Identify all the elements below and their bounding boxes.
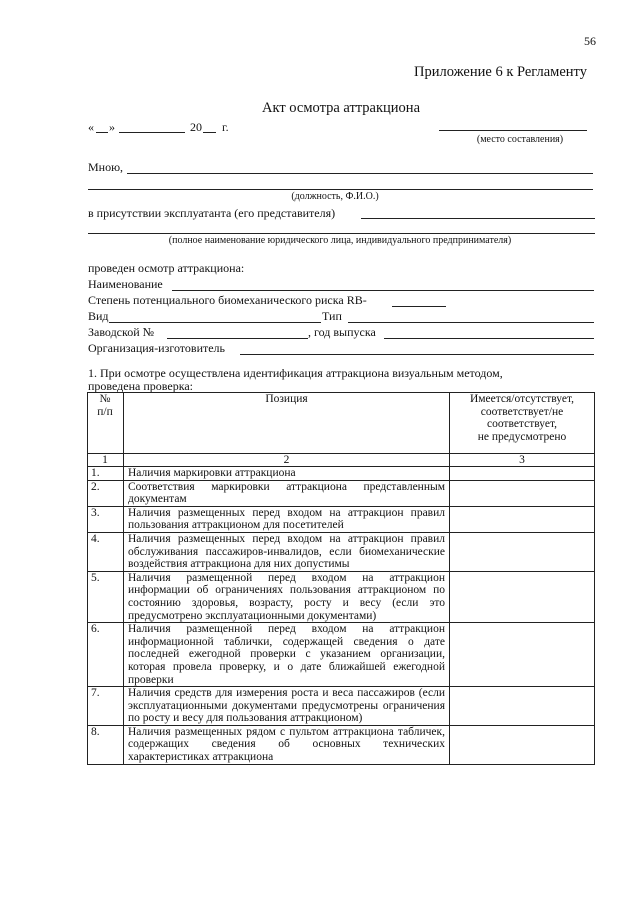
inspection-table	[87, 392, 595, 765]
table-row	[88, 687, 595, 726]
row-status-cell[interactable]	[450, 532, 595, 571]
inspection-intro: проведен осмотр аттракциона:	[88, 261, 245, 275]
presence-blank	[361, 218, 595, 219]
table-row	[88, 467, 595, 481]
row-status-cell[interactable]	[450, 623, 595, 687]
presence-blank-2	[88, 233, 595, 234]
presence-label: в присутствии эксплуатанта (его представителя)	[88, 206, 336, 220]
table-row	[88, 571, 595, 622]
document-title: Акт осмотра аттракциона	[262, 100, 420, 116]
place-blank	[439, 130, 587, 131]
by-me-blank-2	[88, 189, 593, 190]
row-text: Наличия размещенной перед входом на аттракцион информационной таблички, содержащей сведения о дате последней ежегодной проверки с указанием организации, которая провела проверку, и о дате ближайшей ежегодной проверки	[124, 623, 450, 687]
row-text: Наличия средств для измерения роста и веса пассажиров (если эксплуатационными документами предусмотрены ограничения по росту и весу для пользования аттракционом)	[124, 687, 450, 726]
column-number: 1	[88, 454, 124, 467]
field-serial-label: Заводской №	[88, 325, 155, 339]
header-position: Позиция	[124, 393, 450, 454]
by-me-label: Мною,	[88, 160, 124, 174]
field-name-blank	[172, 290, 594, 291]
year-blank	[203, 132, 216, 133]
row-status-cell[interactable]	[450, 687, 595, 726]
table-row	[88, 480, 595, 506]
field-type-blank	[348, 322, 594, 323]
page-number: 56	[584, 34, 596, 48]
year-prefix: 20	[190, 120, 202, 134]
row-number: 4.	[88, 532, 124, 571]
row-number: 3.	[88, 506, 124, 532]
row-text: Наличия размещенной перед входом на аттракцион информации об ограничениях пользования аттракционом по состоянию здоровья, возрасту, росту и весу (если это предусмотрено эксплуатационными документами)	[124, 571, 450, 622]
date-close-quote: »	[109, 120, 115, 134]
row-status-cell[interactable]	[450, 480, 595, 506]
column-number: 2	[124, 454, 450, 467]
entity-caption: (полное наименование юридического лица, индивидуального предпринимателя)	[168, 235, 512, 246]
column-number: 3	[450, 454, 595, 467]
field-kind-label: Вид	[88, 309, 109, 323]
by-me-blank	[127, 173, 593, 174]
row-number: 2.	[88, 480, 124, 506]
row-number: 7.	[88, 687, 124, 726]
row-text: Наличия маркировки аттракциона	[124, 467, 450, 481]
row-text: Наличия размещенных рядом с пультом аттракциона табличек, содержащих сведения об основных технических характеристиках аттракциона	[124, 725, 450, 764]
table-row	[88, 725, 595, 764]
field-manufacturer-blank	[240, 354, 594, 355]
row-status-cell[interactable]	[450, 506, 595, 532]
row-status-cell[interactable]	[450, 467, 595, 481]
section1-line2: проведена проверка:	[88, 379, 194, 393]
table-row	[88, 506, 595, 532]
field-manufacturer-label: Организация-изготовитель	[88, 341, 226, 355]
row-number: 5.	[88, 571, 124, 622]
header-num: № п/п	[88, 393, 124, 454]
place-caption: (место составления)	[476, 134, 564, 145]
year-suffix: г.	[222, 120, 229, 134]
row-number: 8.	[88, 725, 124, 764]
row-text: Соответствия маркировки аттракциона представленным документам	[124, 480, 450, 506]
field-year-label: , год выпуска	[308, 325, 376, 339]
row-status-cell[interactable]	[450, 725, 595, 764]
date-open-quote: «	[88, 120, 94, 134]
appendix-label: Приложение 6 к Регламенту	[414, 64, 587, 80]
field-risk-blank	[392, 306, 446, 307]
position-caption: (должность, Ф.И.О.)	[291, 191, 379, 202]
field-kind-blank	[109, 322, 321, 323]
field-type-label: Тип	[322, 309, 342, 323]
day-blank	[96, 132, 108, 133]
field-name-label: Наименование	[88, 277, 163, 291]
table-header-row	[88, 393, 595, 454]
row-number: 6.	[88, 623, 124, 687]
field-year-blank	[384, 338, 594, 339]
field-risk-label: Степень потенциального биомеханического риска RB-	[88, 293, 367, 307]
row-number: 1.	[88, 467, 124, 481]
row-status-cell[interactable]	[450, 571, 595, 622]
month-blank	[119, 132, 185, 133]
field-serial-blank	[167, 338, 308, 339]
table-column-numbers-row	[88, 454, 595, 467]
row-text: Наличия размещенных перед входом на аттракцион правил пользования аттракционом для посетителей	[124, 506, 450, 532]
section1-line1: 1. При осмотре осуществлена идентификация аттракциона визуальным методом,	[88, 366, 503, 380]
row-text: Наличия размещенных перед входом на аттракцион правил обслуживания пассажиров-инвалидов, если биомеханические воздействия аттракциона для них допустимы	[124, 532, 450, 571]
table-row	[88, 623, 595, 687]
header-status: Имеется/отсутствует, соответствует/не соответствует, не предусмотрено	[450, 393, 595, 454]
table-row	[88, 532, 595, 571]
